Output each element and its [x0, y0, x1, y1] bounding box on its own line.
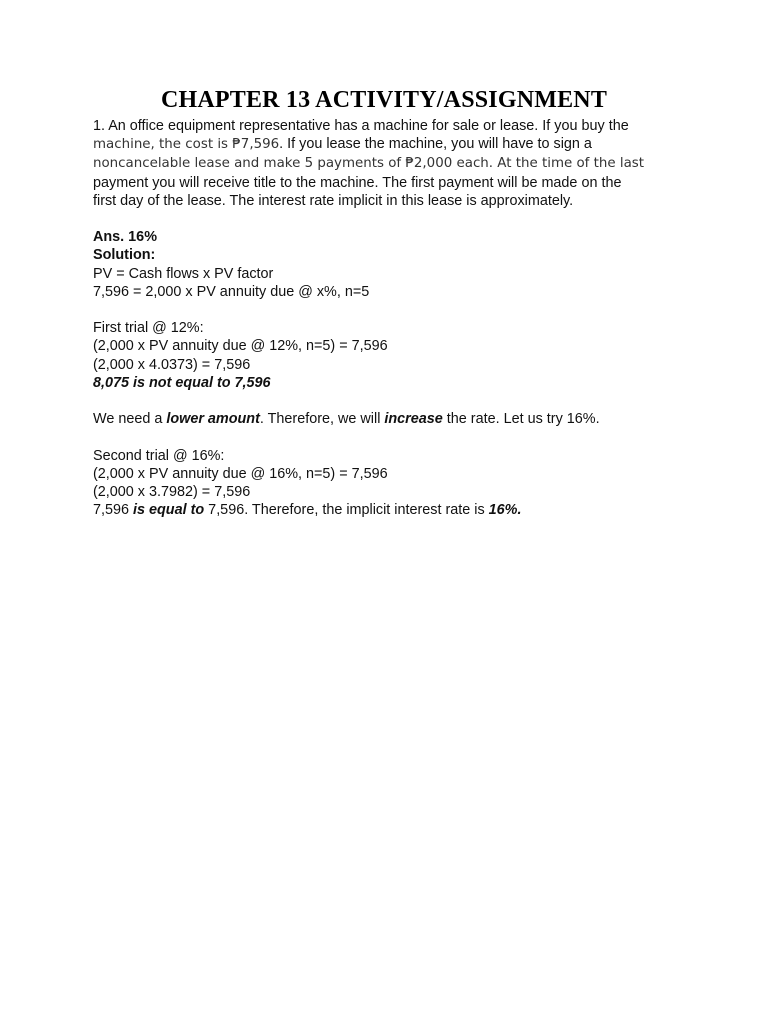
question-line [93, 135, 693, 154]
first-trial-line: (2,000 x 4.0373) = 7,596 [93, 356, 251, 373]
question-line [93, 192, 693, 210]
reasoning-emphasis: increase [384, 411, 443, 428]
result-text: 7,596. Therefore, the implicit interest rate is [204, 502, 489, 519]
second-trial-heading: Second trial @ 16%: [93, 447, 225, 464]
question-text: payment you will receive title to the machine. The first payment will be made on the [93, 174, 622, 191]
formula-line: PV = Cash flows x PV factor [93, 265, 274, 282]
result-text: 7,596 [93, 502, 134, 519]
document-body [93, 117, 693, 519]
reasoning-text: We need a [93, 411, 167, 428]
result-emphasis: is equal to [133, 502, 205, 519]
question-text: . If you lease the machine, you will have to sign a [279, 136, 592, 153]
first-trial-result: 8,075 is not equal to 7,596 [93, 374, 271, 391]
second-trial-line: (2,000 x 3.7982) = 7,596 [93, 484, 251, 500]
page-title: CHAPTER 13 ACTIVITY/ASSIGNMENT [160, 87, 608, 113]
reasoning-text: . Therefore, we will [259, 411, 385, 428]
formula-line: 7,596 = 2,000 x PV annuity due @ x%, n=5 [93, 283, 370, 300]
solution-label: Solution: [93, 247, 156, 264]
question-text: first day of the lease. The interest rate implicit in this lease is approximately. [93, 192, 574, 209]
answer-label: Ans. 16% [93, 229, 157, 246]
question-text: . At the time of the last [488, 156, 645, 172]
reasoning-text: the rate. Let us try 16%. [442, 411, 600, 428]
question-text: 1. An office equipment representative has a machine for sale or lease. If you buy the [93, 118, 629, 134]
result-emphasis: 16%. [488, 502, 522, 519]
question-text: machine, the cost is ₱7,596 [93, 137, 280, 153]
first-trial-line: (2,000 x PV annuity due @ 12%, n=5) = 7,596 [93, 338, 388, 355]
second-trial-result [93, 501, 693, 519]
reasoning-line [93, 410, 693, 428]
question-line [93, 174, 693, 192]
question-text: noncancelable lease and make 5 payments of ₱2,000 each [93, 156, 489, 172]
question-line [93, 154, 693, 173]
reasoning-emphasis: lower amount [166, 411, 260, 428]
question-line [93, 117, 693, 135]
second-trial-line: (2,000 x PV annuity due @ 16%, n=5) = 7,596 [93, 465, 388, 482]
first-trial-heading: First trial @ 12%: [93, 320, 204, 337]
